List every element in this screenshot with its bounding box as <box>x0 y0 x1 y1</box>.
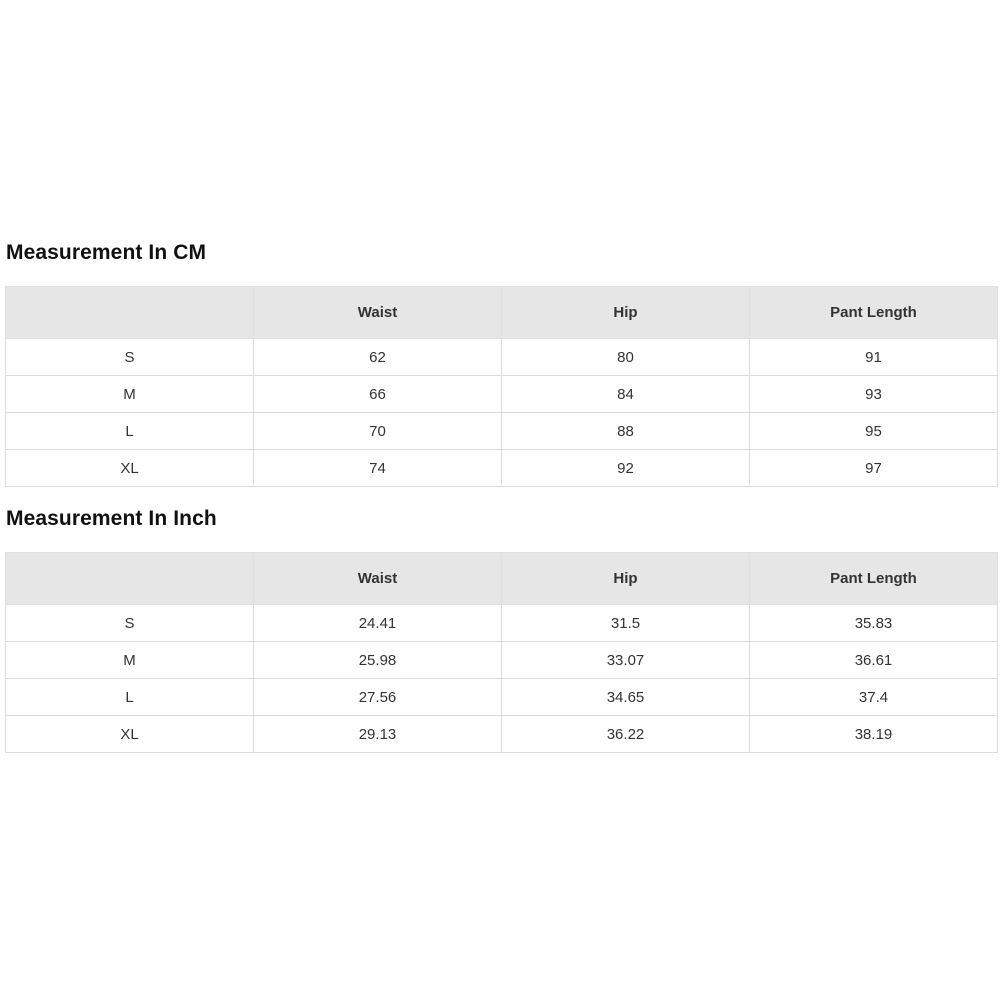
waist-cell: 62 <box>254 339 502 376</box>
waist-cell: 25.98 <box>254 642 502 679</box>
hip-cell: 80 <box>502 339 750 376</box>
table-row <box>6 716 998 753</box>
size-cell: XL <box>6 450 254 487</box>
waist-cell: 24.41 <box>254 605 502 642</box>
hip-cell: 33.07 <box>502 642 750 679</box>
hip-cell: 34.65 <box>502 679 750 716</box>
table-row <box>6 605 998 642</box>
size-cell: M <box>6 376 254 413</box>
hip-cell: 31.5 <box>502 605 750 642</box>
size-cell: L <box>6 413 254 450</box>
size-cell: M <box>6 642 254 679</box>
header-size <box>6 287 254 339</box>
table-header-row <box>6 553 998 605</box>
pant-length-cell: 36.61 <box>750 642 998 679</box>
size-cell: S <box>6 339 254 376</box>
pant-length-cell: 93 <box>750 376 998 413</box>
size-chart-inch <box>5 502 997 753</box>
header-hip: Hip <box>502 553 750 605</box>
size-table-inch <box>5 552 998 753</box>
section-title: Measurement In Inch <box>6 507 217 530</box>
header-waist: Waist <box>254 553 502 605</box>
header-hip: Hip <box>502 287 750 339</box>
waist-cell: 66 <box>254 376 502 413</box>
size-chart-cm <box>5 236 997 487</box>
header-size <box>6 553 254 605</box>
table-row <box>6 642 998 679</box>
pant-length-cell: 95 <box>750 413 998 450</box>
waist-cell: 27.56 <box>254 679 502 716</box>
table-row <box>6 339 998 376</box>
table-header-row <box>6 287 998 339</box>
hip-cell: 84 <box>502 376 750 413</box>
table-row <box>6 450 998 487</box>
pant-length-cell: 91 <box>750 339 998 376</box>
table-row <box>6 679 998 716</box>
section-title: Measurement In CM <box>6 241 207 264</box>
hip-cell: 36.22 <box>502 716 750 753</box>
pant-length-cell: 97 <box>750 450 998 487</box>
header-pant-length: Pant Length <box>750 553 998 605</box>
hip-cell: 88 <box>502 413 750 450</box>
waist-cell: 74 <box>254 450 502 487</box>
size-cell: XL <box>6 716 254 753</box>
pant-length-cell: 38.19 <box>750 716 998 753</box>
size-cell: L <box>6 679 254 716</box>
pant-length-cell: 37.4 <box>750 679 998 716</box>
pant-length-cell: 35.83 <box>750 605 998 642</box>
size-table-cm <box>5 286 998 487</box>
waist-cell: 70 <box>254 413 502 450</box>
size-cell: S <box>6 605 254 642</box>
waist-cell: 29.13 <box>254 716 502 753</box>
header-waist: Waist <box>254 287 502 339</box>
table-row <box>6 376 998 413</box>
table-row <box>6 413 998 450</box>
header-pant-length: Pant Length <box>750 287 998 339</box>
hip-cell: 92 <box>502 450 750 487</box>
